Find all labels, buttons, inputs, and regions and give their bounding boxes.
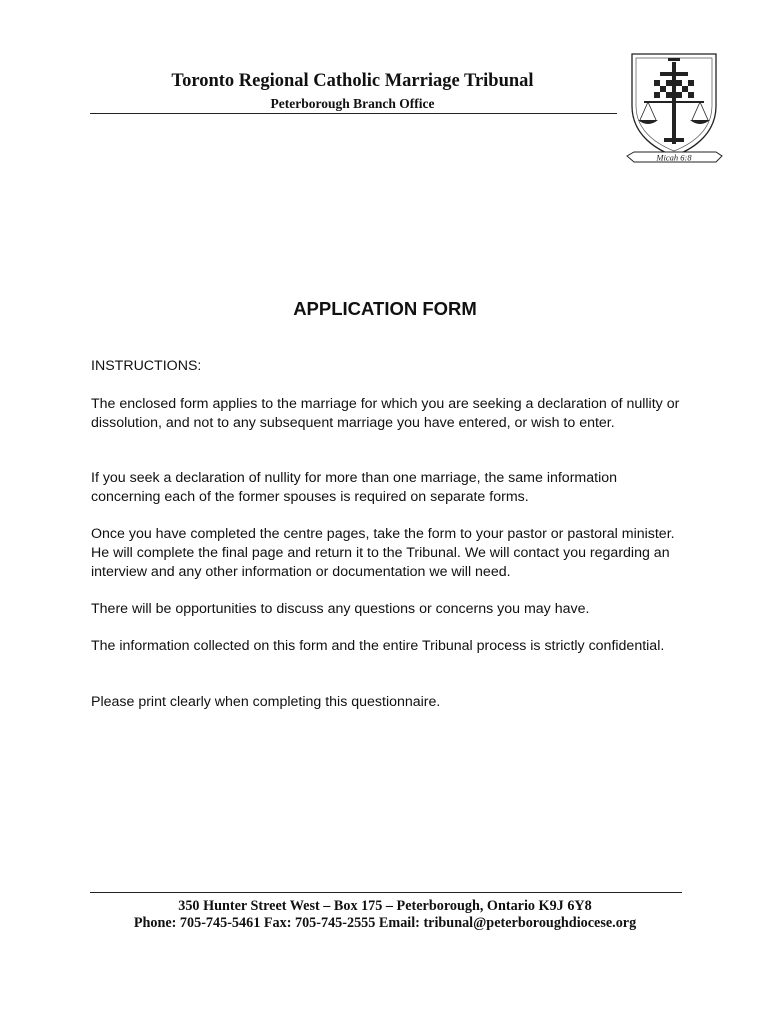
instruction-paragraph: If you seek a declaration of nullity for more than one marriage, the same information concerning each of the former spouses is required on separate forms. <box>91 470 617 505</box>
footer-contact: Phone: 705-745-5461 Fax: 705-745-2555 Email: tribunal@peterboroughdiocese.org <box>133 915 637 931</box>
instruction-paragraph: The information collected on this form and the entire Tribunal process is strictly confidential. <box>91 638 665 654</box>
crest-motto: Micah 6:8 <box>656 152 692 163</box>
instruction-paragraph: The enclosed form applies to the marriage for which you are seeking a declaration of nullity or dissolution, and not to any subsequent marriage you have entered, or wish to enter. <box>91 396 680 431</box>
tribunal-title: Toronto Regional Catholic Marriage Tribunal <box>171 71 534 91</box>
instruction-paragraph: Please print clearly when completing this questionnaire. <box>91 694 441 710</box>
branch-office-subtitle: Peterborough Branch Office <box>270 96 435 111</box>
coat-of-arms-crest <box>624 50 724 172</box>
instruction-paragraph: Once you have completed the centre pages, take the form to your pastor or pastoral minister. He will complete the final page and return it to the Tribunal. We will contact you regarding an interview and any other information or documentation we will need. <box>91 526 675 580</box>
footer-address: 350 Hunter Street West – Box 175 – Peterborough, Ontario K9J 6Y8 <box>178 898 592 914</box>
footer-divider <box>90 892 682 893</box>
instructions-heading: INSTRUCTIONS: <box>91 358 202 374</box>
header-divider <box>90 113 617 114</box>
instruction-paragraph: There will be opportunities to discuss any questions or concerns you may have. <box>91 601 590 617</box>
application-form-title: APPLICATION FORM <box>293 298 477 319</box>
